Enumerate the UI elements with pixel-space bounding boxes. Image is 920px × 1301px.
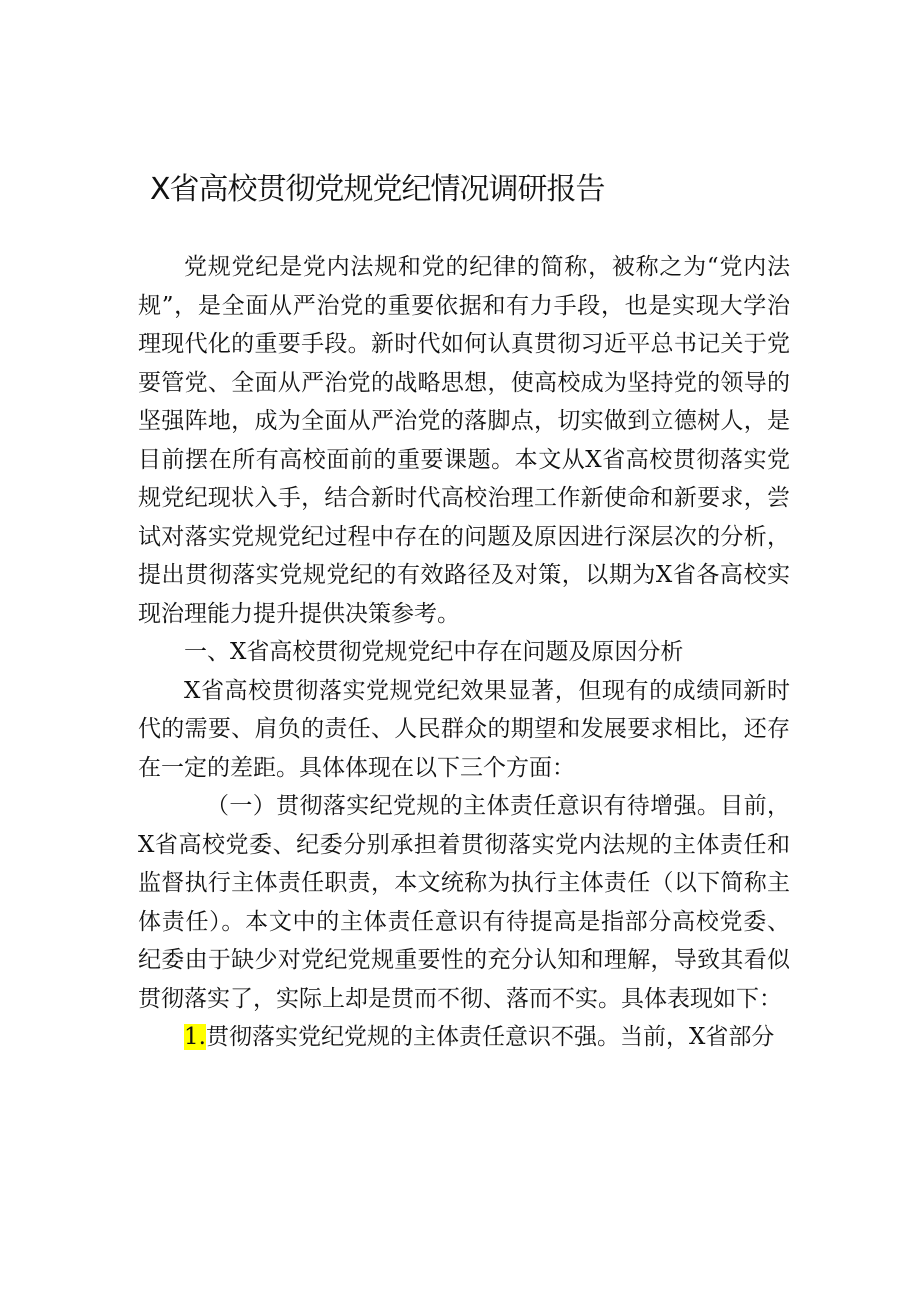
document-body (138, 248, 790, 1057)
document-title: X省高校贯彻党规党纪情况调研报告 (150, 172, 605, 207)
list-item-1-text: 贯彻落实党纪党规的主体责任意识不强。当前，X省部分 (205, 1024, 775, 1050)
subsection-one-paragraph: （一）贯彻落实纪党规的主体责任意识有待增强。目前，X省高校党委、纪委分别承担着贯彻落实党内法规的主体责任和监督执行主体责任职责，本文统称为执行主体责任（以下简称主体责任）。本文中的主体责任意识有待提高是指部分高校党委、纪委由于缺少对党纪党规重要性的充分认知和理解，导致其看似贯彻落实了，实际上却是贯而不彻、落而不实。具体表现如下： (138, 793, 790, 1012)
section-heading-one: 一、X省高校贯彻党规党纪中存在问题及原因分析 (184, 639, 684, 665)
list-item-1 (138, 1018, 790, 1057)
paragraph-overview: X省高校贯彻落实党规党纪效果显著，但现有的成绩同新时代的需要、肩负的责任、人民群众的期望和发展要求相比，还存在一定的差距。具体体现在以下三个方面： (138, 677, 790, 781)
highlighted-item-number: 1. (184, 1024, 206, 1050)
paragraph-intro: 党规党纪是党内法规和党的纪律的简称，被称之为“党内法规”，是全面从严治党的重要依据和有力手段，也是实现大学治理现代化的重要手段。新时代如何认真贯彻习近平总书记关于党要管党、全面从严治党的战略思想，使高校成为坚持党的领导的坚强阵地，成为全面从严治党的落脚点，切实做到立德树人，是目前摆在所有高校面前的重要课题。本文从X省高校贯彻落实党规党纪现状入手，结合新时代高校治理工作新使命和新要求，尝试对落实党规党纪过程中存在的问题及原因进行深层次的分析，提出贯彻落实党规党纪的有效路径及对策，以期为X省各高校实现治理能力提升提供决策参考。 (138, 254, 790, 627)
